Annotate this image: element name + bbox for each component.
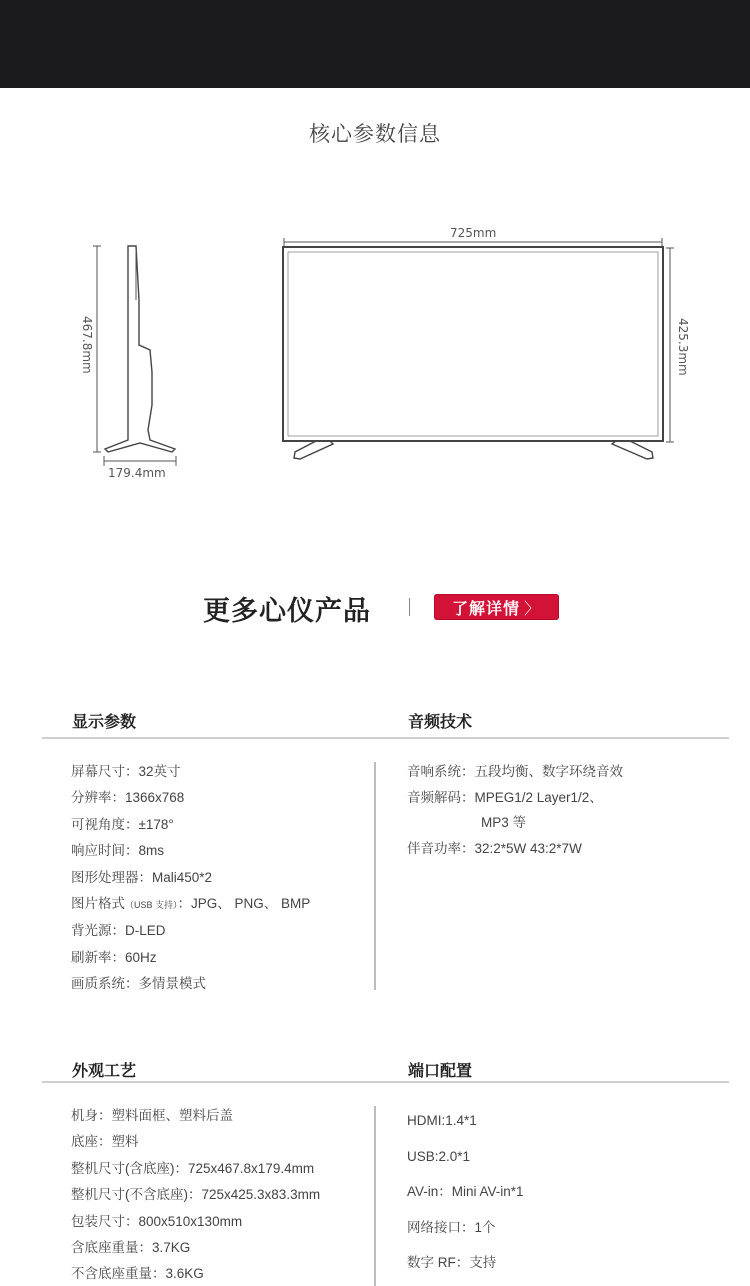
list-item: 分辨率：1366x768 bbox=[71, 790, 185, 806]
section-divider bbox=[42, 1081, 729, 1083]
column-divider bbox=[374, 762, 376, 990]
list-item: 刷新率：60Hz bbox=[71, 949, 157, 965]
appearance-spec-list bbox=[71, 1103, 320, 1286]
list-item: MP3 等 bbox=[481, 815, 527, 830]
list-item: 整机尺寸(不含底座)：725x425.3x83.3mm bbox=[71, 1187, 321, 1203]
ports-section-title: 端口配置 bbox=[408, 1063, 473, 1080]
list-item: 背光源：D-LED bbox=[71, 923, 166, 939]
list-item: 底座：塑料 bbox=[71, 1134, 139, 1150]
list-item: 网络接口：1个 bbox=[407, 1219, 496, 1235]
promo-divider bbox=[409, 598, 410, 616]
list-item: 包装尺寸：800x510x130mm bbox=[71, 1213, 243, 1229]
list-item: 伴音功率：32:2*5W 43:2*7W bbox=[407, 840, 582, 856]
list-item: 含底座重量：3.7KG bbox=[71, 1240, 191, 1256]
promo-text: 更多心仪产品 bbox=[203, 596, 371, 626]
audio-section-title: 音频技术 bbox=[408, 714, 473, 731]
ports-spec-list bbox=[407, 1103, 524, 1281]
list-item: 音频解码：MPEG1/2 Layer1/2、 bbox=[407, 789, 603, 805]
usb-support-note: （USB 支持） bbox=[125, 900, 178, 911]
list-item: 画质系统：多情景模式 bbox=[71, 976, 206, 992]
learn-more-label: 了解详情 bbox=[451, 600, 520, 618]
depth-dimension-label: 179.4mm bbox=[108, 466, 166, 480]
list-item bbox=[71, 891, 310, 918]
list-item: 音响系统：五段均衡、数字环绕音效 bbox=[407, 764, 623, 779]
list-item: 可视角度：±178° bbox=[71, 816, 174, 832]
list-item: 不含底座重量：3.6KG bbox=[71, 1266, 204, 1282]
image-format-values: ：JPG、 PNG、 BMP bbox=[177, 896, 311, 912]
list-item: 响应时间：8ms bbox=[71, 843, 165, 859]
list-item: HDMI:1.4*1 bbox=[407, 1113, 477, 1128]
section-divider bbox=[42, 737, 729, 739]
promo-row bbox=[0, 585, 750, 629]
column-divider bbox=[374, 1106, 376, 1286]
appearance-section-title: 外观工艺 bbox=[72, 1063, 137, 1080]
list-item: 数字 RF：支持 bbox=[407, 1255, 497, 1270]
top-banner bbox=[0, 0, 750, 88]
list-item: 机身：塑料面框、塑料后盖 bbox=[71, 1108, 233, 1123]
list-item: USB:2.0*1 bbox=[407, 1148, 471, 1164]
list-item: 屏幕尺寸：32英寸 bbox=[71, 764, 181, 779]
audio-spec-list bbox=[407, 759, 623, 861]
list-item: 图形处理器：Mali450*2 bbox=[71, 869, 213, 885]
display-spec-list bbox=[71, 759, 310, 998]
list-item: 整机尺寸(含底座)：725x467.8x179.4mm bbox=[71, 1160, 315, 1176]
height-without-base-label: 425.3mm bbox=[676, 318, 690, 376]
list-item: AV-in：Mini AV-in*1 bbox=[407, 1184, 524, 1199]
display-section-title: 显示参数 bbox=[72, 714, 137, 731]
chevron-right-icon: 〉 bbox=[524, 600, 542, 618]
height-with-base-label: 467.8mm bbox=[80, 316, 94, 374]
image-format-label: 图片格式 bbox=[71, 896, 125, 912]
width-dimension-label: 725mm bbox=[450, 226, 497, 240]
page-title: 核心参数信息 bbox=[309, 123, 441, 146]
learn-more-button[interactable] bbox=[434, 594, 559, 620]
